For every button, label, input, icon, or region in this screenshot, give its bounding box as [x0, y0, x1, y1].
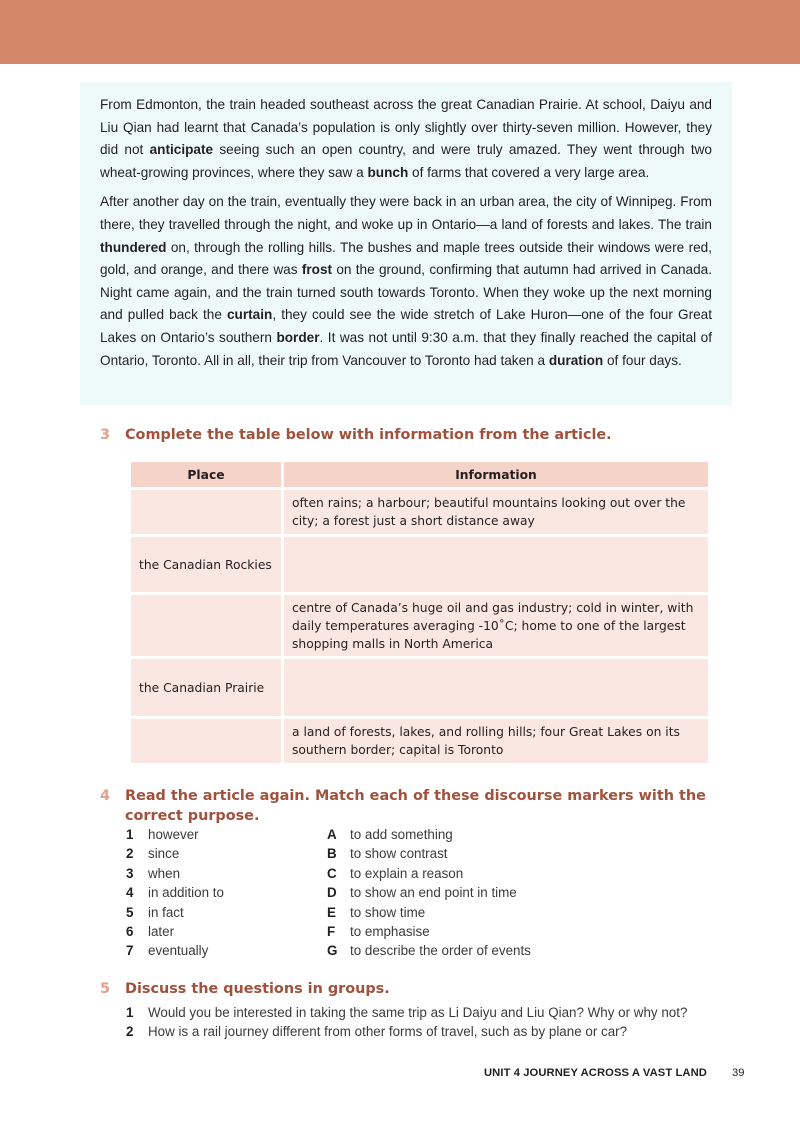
purpose-letter: B [327, 846, 337, 862]
list-item [126, 864, 224, 883]
exercise-4-heading [100, 786, 706, 826]
table-cell-information[interactable] [283, 658, 710, 718]
page-number: 39 [732, 1067, 745, 1079]
marker-number: 1 [126, 827, 134, 842]
marker-number: 7 [126, 943, 134, 959]
question-text: How is a rail journey different from other forms of travel, such as by plane or car? [148, 1024, 628, 1040]
table-row [130, 718, 710, 765]
purpose-text: to explain a reason [350, 865, 464, 881]
exercise-3-heading [100, 425, 612, 445]
purpose-letter: F [327, 923, 336, 939]
exercise-5-number: 5 [100, 981, 111, 997]
vocabulary-word: border [276, 329, 320, 345]
exercise-5-instruction: Discuss the questions in groups. [125, 981, 390, 997]
marker-text: since [148, 846, 180, 862]
vocabulary-word: thundered [100, 239, 167, 255]
top-banner [0, 0, 800, 64]
discussion-questions-list [126, 1003, 687, 1042]
exercise-3-number: 3 [100, 427, 111, 443]
list-item [126, 1022, 687, 1041]
unit-title: UNIT 4 JOURNEY ACROSS A VAST LAND [484, 1067, 707, 1079]
marker-number: 5 [126, 904, 134, 920]
table-header-information: Information [283, 461, 710, 489]
question-text: Would you be interested in taking the same trip as Li Daiyu and Liu Qian? Why or why not? [148, 1005, 688, 1020]
table-cell-place[interactable] [130, 489, 283, 536]
purpose-letter: A [327, 827, 337, 842]
list-item [126, 903, 224, 922]
table-row [130, 658, 710, 718]
article-passage [80, 82, 732, 405]
purpose-letter: C [327, 865, 337, 881]
exercise-4-number: 4 [100, 788, 111, 804]
marker-number: 2 [126, 846, 134, 862]
discourse-markers-list [126, 825, 224, 961]
list-item [126, 883, 224, 902]
list-item [126, 1003, 687, 1022]
marker-text: later [148, 923, 175, 939]
purpose-text: to show time [350, 904, 426, 920]
marker-number: 6 [126, 923, 134, 939]
marker-text: however [148, 827, 199, 842]
table-cell-place[interactable] [130, 594, 283, 658]
list-item [126, 941, 224, 960]
table-cell-place[interactable]: the Canadian Prairie [130, 658, 283, 718]
vocabulary-word: curtain [227, 307, 273, 323]
purpose-text: to show an end point in time [350, 885, 517, 901]
table-cell-information[interactable] [283, 536, 710, 594]
list-item [327, 844, 531, 863]
table-cell-information[interactable]: often rains; a harbour; beautiful mountains looking out over the city; a forest just a short distance away [283, 489, 710, 536]
purpose-letter: E [327, 904, 336, 920]
list-item [327, 825, 531, 844]
list-item [327, 864, 531, 883]
purpose-text: to show contrast [350, 846, 448, 862]
list-item [126, 922, 224, 941]
table-header-place: Place [130, 461, 283, 489]
information-table [128, 459, 711, 766]
table-cell-place[interactable]: the Canadian Rockies [130, 536, 283, 594]
article-paragraph-1: From Edmonton, the train headed southeast across the great Canadian Prairie. At school, Daiyu and Liu Qian had learnt that Canada’s population is only slightly over thirty-seven million. However, they did not anticipate seeing such an open country, and were truly amazed. They went through two wheat-growing provinces, where they saw a bunch of farms that covered a very large area. [100, 97, 712, 180]
vocabulary-word: anticipate [149, 142, 214, 158]
marker-text: in fact [148, 904, 184, 920]
purpose-letter: D [327, 885, 337, 901]
exercise-3-instruction: Complete the table below with information from the article. [125, 427, 612, 443]
question-number: 1 [126, 1005, 134, 1020]
exercise-4-instruction-line-2: correct purpose. [125, 808, 260, 824]
exercise-5-heading [100, 979, 390, 999]
list-item [327, 903, 531, 922]
list-item [327, 922, 531, 941]
vocabulary-word: duration [548, 352, 604, 368]
purpose-text: to emphasise [350, 923, 430, 939]
vocabulary-word: frost [301, 262, 333, 278]
vocabulary-word: bunch [367, 164, 409, 180]
list-item [126, 844, 224, 863]
question-number: 2 [126, 1024, 134, 1040]
marker-number: 4 [126, 885, 134, 901]
table-row [130, 536, 710, 594]
purposes-list [327, 825, 531, 961]
table-cell-information[interactable]: centre of Canada’s huge oil and gas industry; cold in winter, with daily temperatures averaging -10˚C; home to one of the largest shopping malls in North America [283, 594, 710, 658]
list-item [327, 941, 531, 960]
marker-text: when [148, 865, 181, 881]
purpose-text: to add something [350, 827, 453, 842]
table-cell-place[interactable] [130, 718, 283, 765]
list-item [327, 883, 531, 902]
marker-text: eventually [148, 943, 209, 959]
marker-text: in addition to [148, 885, 224, 901]
table-row [130, 594, 710, 658]
purpose-letter: G [327, 943, 338, 959]
exercise-4-instruction-line-1: Read the article again. Match each of these discourse markers with the [125, 788, 706, 804]
article-paragraph-2: After another day on the train, eventually they were back in an urban area, the city of Winnipeg. From there, they travelled through the night, and woke up in Ontario—a land of forests and lakes. The train thundered on, through the rolling hills. The bushes and maple trees outside their windows were red, gold, and orange, and there was frost on the ground, confirming that autumn had arrived in Canada. Night came again, and the train turned south towards Toronto. When they woke up the next morning and pulled back the curtain, they could see the wide stretch of Lake Huron—one of the four Great Lakes on Ontario’s southern border. It was not until 9:30 a.m. that they finally reached the capital of Ontario, Toronto. All in all, their trip from Vancouver to Toronto had taken a duration of four days. [100, 194, 713, 368]
purpose-text: to describe the order of events [350, 943, 531, 959]
table-cell-information[interactable]: a land of forests, lakes, and rolling hills; four Great Lakes on its southern border; capital is Toronto [283, 718, 710, 765]
list-item [126, 825, 224, 844]
table-header-row [130, 461, 710, 489]
marker-number: 3 [126, 865, 134, 881]
table-row [130, 489, 710, 536]
